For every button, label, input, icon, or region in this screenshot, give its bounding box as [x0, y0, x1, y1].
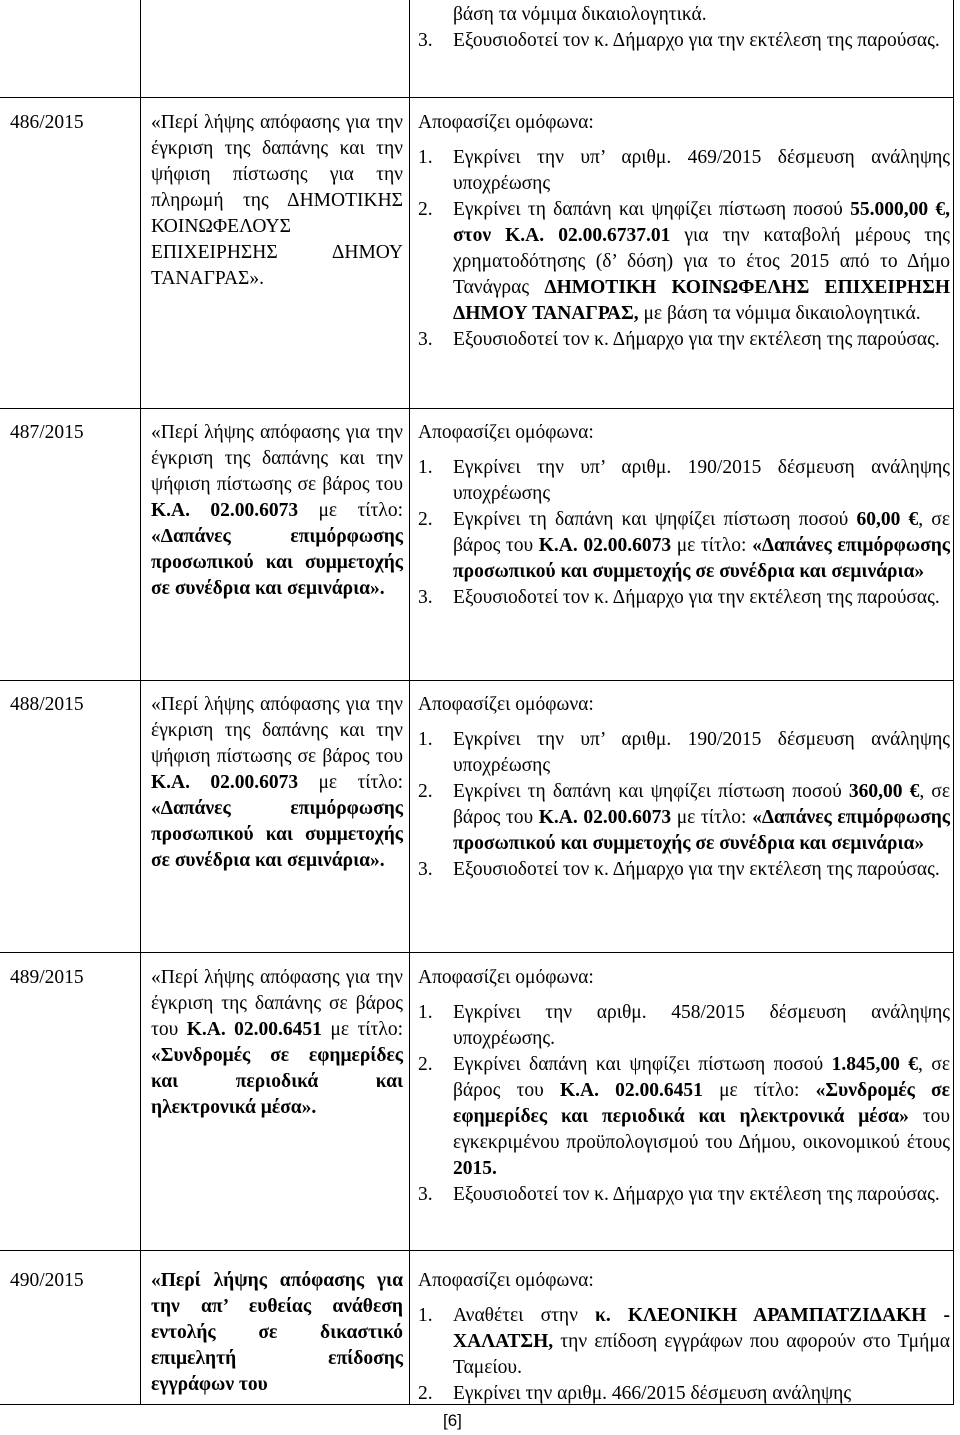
text-run: Εγκρίνει την υπ’ αριθμ. 469/2015 δέσμευση ανάληψης υποχρέωσης: [453, 147, 950, 194]
text-run: Εγκρίνει την υπ’ αριθμ. 190/2015 δέσμευση ανάληψης υποχρέωσης: [453, 457, 950, 504]
text-run: με τίτλο:: [321, 1019, 403, 1040]
text-run: Εγκρίνει την αριθμ. 458/2015 δέσμευση ανάληψης υποχρέωσης.: [453, 1002, 950, 1049]
decision-number: 488/2015: [10, 694, 84, 715]
item-number: 3.: [418, 1184, 433, 1205]
text-run: «Περί λήψης απόφασης για την έγκριση της δαπάνης και την ψήφιση πίστωσης για την πληρωμή της ΔΗΜΟΤΙΚΗΣ ΚΟΙΝΩΦΕΛΟΥΣ ΕΠΙΧΕΙΡΗΣΗΣ ΔΗΜΟΥ ΤΑΝΑΓΡΑΣ».: [151, 112, 403, 289]
decision-item: [418, 145, 950, 197]
row-divider: [0, 408, 954, 409]
decision-item: [418, 585, 950, 611]
text-run: «Περί λήψης απόφασης για την έγκριση της δαπάνης και την ψήφιση πίστωσης σε βάρος του: [151, 422, 403, 495]
text-run: με τίτλο:: [702, 1080, 816, 1101]
item-number: 3.: [418, 329, 433, 350]
decision-item: [418, 197, 950, 327]
bold-text: «Δαπάνες επιμόρφωσης προσωπικού και συμμετοχής σε συνέδρια και σεμινάρια»: [453, 807, 950, 854]
text-run: Εγκρίνει την αριθμ. 466/2015 δέσμευση ανάληψης: [453, 1383, 852, 1404]
text-run: Εξουσιοδοτεί τον κ. Δήμαρχο για την εκτέλεση της παρούσας.: [453, 587, 940, 608]
bold-text: Κ.Α. 02.00.6451: [186, 1019, 322, 1040]
decision-text: [418, 965, 950, 1208]
decision-title: [151, 420, 403, 602]
top-continuation: [418, 2, 950, 54]
bold-text: κ. ΚΛΕΟΝΙΚΗ ΑΡΑΜΠΑΤΖΙΔΑΚΗ - ΧΑΛΑΤΣΗ,: [453, 1305, 950, 1352]
bold-text: 55.000,00 €, στον Κ.Α. 02.00.6737.01: [453, 199, 950, 246]
decision-title: [151, 110, 403, 292]
decision-item: [418, 727, 950, 779]
text-run: «Περί λήψης απόφασης για την έγκριση της δαπάνης και την ψήφιση πίστωσης σε βάρος του: [151, 694, 403, 767]
text-run: Εγκρίνει τη δαπάνη και ψηφίζει πίστωση ποσού: [453, 199, 851, 220]
row-divider: [0, 97, 954, 98]
text-run: με τίτλο:: [298, 772, 404, 793]
bold-text: 1.845,00 €: [831, 1054, 919, 1075]
text-run: την επίδοση εγγράφων που αφορούν στο Τμήμα Ταμείου.: [453, 1331, 950, 1378]
text-run: με τίτλο:: [671, 535, 753, 556]
bold-text: 2015.: [453, 1158, 497, 1179]
decision-text: [418, 1268, 950, 1407]
item-number: 3.: [418, 30, 433, 51]
decision-item: [418, 1381, 950, 1407]
decision-item: [418, 507, 950, 585]
decision-text: [418, 110, 950, 353]
text-run: βάση τα νόμιμα δικαιολογητικά.: [453, 4, 707, 25]
bold-text: Κ.Α. 02.00.6073: [151, 772, 299, 793]
item-number: 2.: [418, 1054, 433, 1075]
decision-item: [418, 1000, 950, 1052]
text-run: του εγκεκριμένου προϋπολογισμού του Δήμου, οικονομικού έτους: [453, 1106, 950, 1153]
row-divider: [0, 680, 954, 681]
decision-item: [418, 779, 950, 857]
decision-text: [418, 692, 950, 883]
bold-text: 60,00 €: [856, 509, 919, 530]
decision-number: 490/2015: [10, 1270, 84, 1291]
bold-text: Κ.Α. 02.00.6073: [538, 535, 672, 556]
text-run: , σε βάρος του: [453, 781, 951, 828]
decision-item: [418, 28, 950, 54]
text-run: , σε βάρος του: [453, 509, 951, 556]
bold-text: «Συνδρομές σε εφημερίδες και περιοδικά και ηλεκτρονικά μέσα»: [453, 1080, 950, 1127]
bold-text: ΔΗΜΟΤΙΚΗ ΚΟΙΝΩΦΕΛΗΣ ΕΠΙΧΕΙΡΗΣΗ ΔΗΜΟΥ ΤΑΝΑΓΡΑΣ,: [453, 277, 950, 324]
decision-item: [418, 327, 950, 353]
decision-heading: Αποφασίζει ομόφωνα:: [418, 422, 594, 443]
decision-item: [418, 1182, 950, 1208]
bold-text: Κ.Α. 02.00.6073: [538, 807, 672, 828]
decision-heading: Αποφασίζει ομόφωνα:: [418, 112, 594, 133]
text-run: «Περί λήψης απόφασης για την έγκριση της δαπάνης σε βάρος του: [151, 967, 403, 1040]
text-run: Εξουσιοδοτεί τον κ. Δήμαρχο για την εκτέλεση της παρούσας.: [453, 1184, 940, 1205]
text-run: Εγκρίνει δαπάνη και ψηφίζει πίστωση ποσού: [453, 1054, 832, 1075]
decision-title: [151, 1268, 403, 1398]
bold-text: «Περί λήψης απόφασης για την απ’ ευθείας ανάθεση εντολής σε δικαστικό επιμελητή επίδοσης εγγράφων του: [151, 1270, 403, 1395]
item-number: 1.: [418, 1002, 433, 1023]
row-divider: [0, 1250, 954, 1251]
text-run: Εξουσιοδοτεί τον κ. Δήμαρχο για την εκτέλεση της παρούσας.: [453, 859, 940, 880]
text-run: Εξουσιοδοτεί τον κ. Δήμαρχο για την εκτέλεση της παρούσας.: [453, 30, 940, 51]
text-run: , σε βάρος του: [453, 1054, 951, 1101]
text-run: για την καταβολή μέρους της χρηματοδότησης (δ’ δόση) για το έτος 2015 από το Δήμο Τανάγρας: [453, 225, 950, 298]
text-run: Αναθέτει στην: [453, 1305, 596, 1326]
item-number: 2.: [418, 781, 433, 802]
bold-text: Κ.Α. 02.00.6451: [559, 1080, 703, 1101]
bold-text: «Συνδρομές σε εφημερίδες και περιοδικά και ηλεκτρονικά μέσα».: [151, 1045, 403, 1118]
decision-title: [151, 692, 403, 874]
decision-number: 486/2015: [10, 112, 84, 133]
item-number: 2.: [418, 509, 433, 530]
item-number: 3.: [418, 859, 433, 880]
decision-item: [418, 1052, 950, 1182]
decision-item: [418, 455, 950, 507]
item-number: 3.: [418, 587, 433, 608]
text-run: με τίτλο:: [671, 807, 753, 828]
text-run: Εξουσιοδοτεί τον κ. Δήμαρχο για την εκτέλεση της παρούσας.: [453, 329, 940, 350]
item-number: 1.: [418, 147, 433, 168]
text-run: Εγκρίνει τη δαπάνη και ψηφίζει πίστωση ποσού: [453, 509, 857, 530]
decision-number: 489/2015: [10, 967, 84, 988]
item-number: 1.: [418, 729, 433, 750]
bold-text: 360,00 €: [848, 781, 920, 802]
decision-heading: Αποφασίζει ομόφωνα:: [418, 694, 594, 715]
page-number: [6]: [443, 1411, 462, 1430]
text-run: με τίτλο:: [298, 500, 404, 521]
decision-number: 487/2015: [10, 422, 84, 443]
decision-item: [418, 2, 950, 28]
decision-title: [151, 965, 403, 1121]
col-divider-3: [953, 0, 954, 1405]
item-number: 1.: [418, 1305, 433, 1326]
text-run: Εγκρίνει την υπ’ αριθμ. 190/2015 δέσμευση ανάληψης υποχρέωσης: [453, 729, 950, 776]
bold-text: «Δαπάνες επιμόρφωσης προσωπικού και συμμετοχής σε συνέδρια και σεμινάρια».: [151, 798, 403, 871]
item-number: 2.: [418, 199, 433, 220]
bold-text: Κ.Α. 02.00.6073: [151, 500, 299, 521]
decision-item: [418, 857, 950, 883]
col-divider-1: [140, 0, 141, 1405]
row-divider: [0, 952, 954, 953]
text-run: Εγκρίνει τη δαπάνη και ψηφίζει πίστωση ποσού: [453, 781, 849, 802]
decision-item: [418, 1303, 950, 1381]
col-divider-2: [409, 0, 410, 1405]
decision-heading: Αποφασίζει ομόφωνα:: [418, 1270, 594, 1291]
bold-text: «Δαπάνες επιμόρφωσης προσωπικού και συμμετοχής σε συνέδρια και σεμινάρια»: [453, 535, 950, 582]
text-run: με βάση τα νόμιμα δικαιολογητικά.: [638, 303, 921, 324]
item-number: 1.: [418, 457, 433, 478]
item-number: 2.: [418, 1383, 433, 1404]
decision-text: [418, 420, 950, 611]
decision-heading: Αποφασίζει ομόφωνα:: [418, 967, 594, 988]
bold-text: «Δαπάνες επιμόρφωσης προσωπικού και συμμετοχής σε συνέδρια και σεμινάρια».: [151, 526, 403, 599]
